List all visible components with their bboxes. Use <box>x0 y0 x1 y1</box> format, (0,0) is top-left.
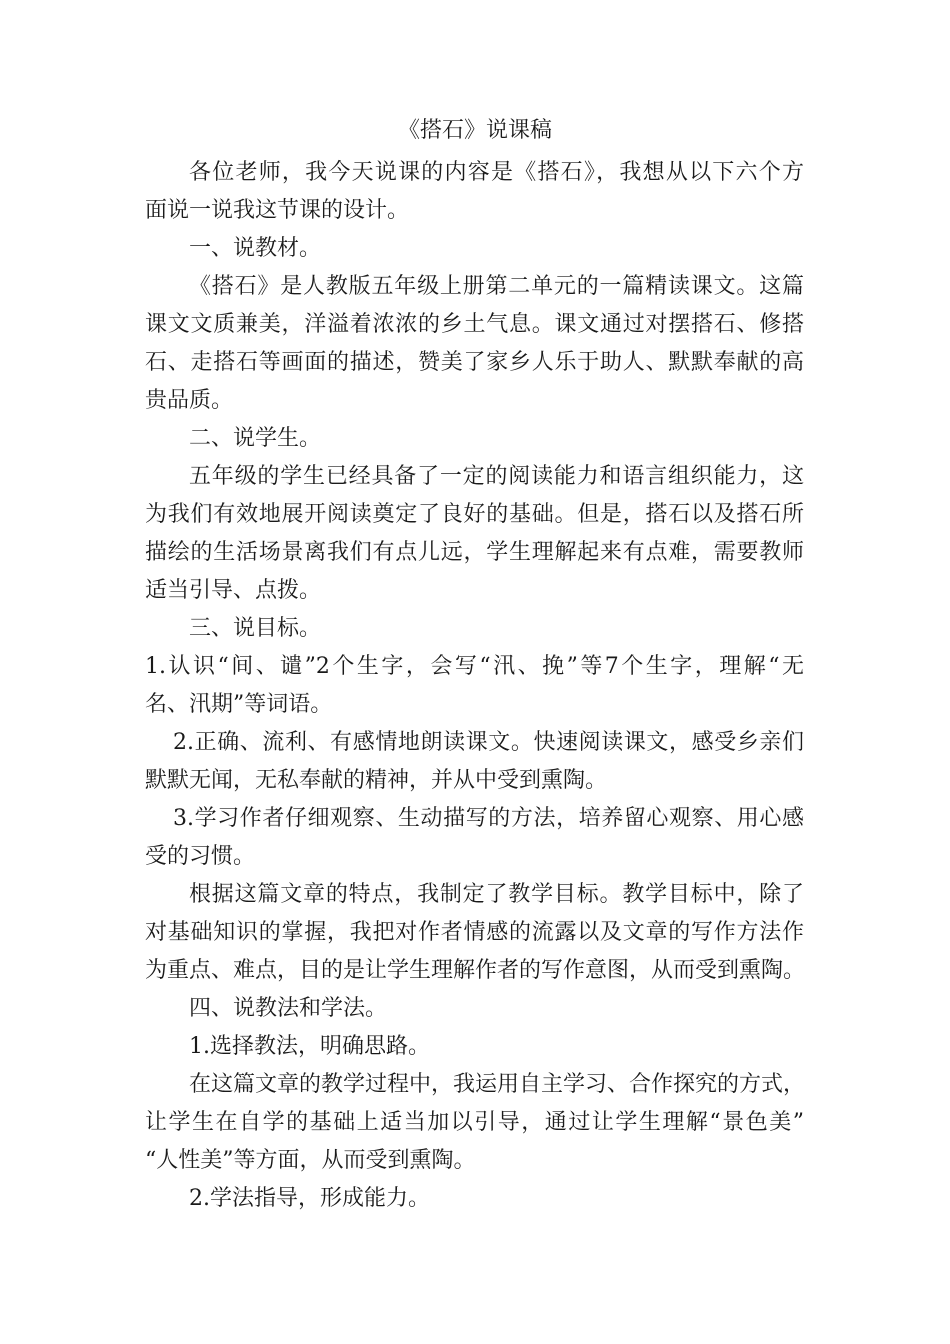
paragraph-line: 面说一说我这节课的设计。 <box>145 198 410 223</box>
paragraph-line: 石、走搭石等画面的描述，赞美了家乡人乐于助人、默默奉献的高 <box>145 350 804 375</box>
paragraph-line: 在这篇文章的教学过程中，我运用自主学习、合作探究的方式， <box>189 1072 806 1097</box>
paragraph-line: 课文文质兼美，洋溢着浓浓的乡土气息。课文通过对摆搭石、修搭 <box>145 312 804 337</box>
list-item-line: 1.认识“间、谴”2个生字，会写“汛、挽”等7个生字，理解“无 <box>145 654 804 679</box>
paragraph-line: 根据这篇文章的特点，我制定了教学目标。教学目标中，除了 <box>189 882 804 907</box>
list-item-line: 3.学习作者仔细观察、生动描写的方法，培养留心观察、用心感 <box>173 806 804 831</box>
list-item-line: 2.正确、流利、有感情地朗读课文。快速阅读课文，感受乡亲们 <box>173 730 804 755</box>
paragraph-line: 贵品质。 <box>145 388 234 413</box>
paragraph-line: 适当引导、点拨。 <box>145 578 322 603</box>
paragraph-line: “人性美”等方面，从而受到熏陶。 <box>145 1148 476 1173</box>
paragraph-line: 《搭石》是人教版五年级上册第二单元的一篇精读课文。这篇 <box>189 274 804 299</box>
list-item-line: 受的习惯。 <box>145 844 256 869</box>
subsection-heading: 1.选择教法，明确思路。 <box>189 1034 430 1059</box>
paragraph-line: 描绘的生活场景离我们有点儿远，学生理解起来有点难，需要教师 <box>145 540 804 565</box>
paragraph-line: 为我们有效地展开阅读奠定了良好的基础。但是，搭石以及搭石所 <box>145 502 804 527</box>
paragraph-line: 五年级的学生已经具备了一定的阅读能力和语言组织能力，这 <box>189 464 804 489</box>
paragraph-line: 对基础知识的掌握，我把对作者情感的流露以及文章的写作方法作 <box>145 920 804 945</box>
section-heading: 二、说学生。 <box>189 426 322 451</box>
section-heading: 四、说教法和学法。 <box>189 996 388 1021</box>
paragraph-line: 让学生在自学的基础上适当加以引导，通过让学生理解“景色美” <box>145 1110 804 1135</box>
section-heading: 三、说目标。 <box>189 616 322 641</box>
section-heading: 一、说教材。 <box>189 236 322 261</box>
subsection-heading: 2.学法指导，形成能力。 <box>189 1186 430 1211</box>
paragraph-line: 为重点、难点，目的是让学生理解作者的写作意图，从而受到熏陶。 <box>145 958 806 983</box>
list-item-line: 默默无闻，无私奉献的精神，并从中受到熏陶。 <box>145 768 608 793</box>
paragraph-line: 各位老师，我今天说课的内容是《搭石》，我想从以下六个方 <box>189 160 804 185</box>
list-item-line: 名、汛期”等词语。 <box>145 692 333 717</box>
document-title: 《搭石》说课稿 <box>397 118 552 143</box>
